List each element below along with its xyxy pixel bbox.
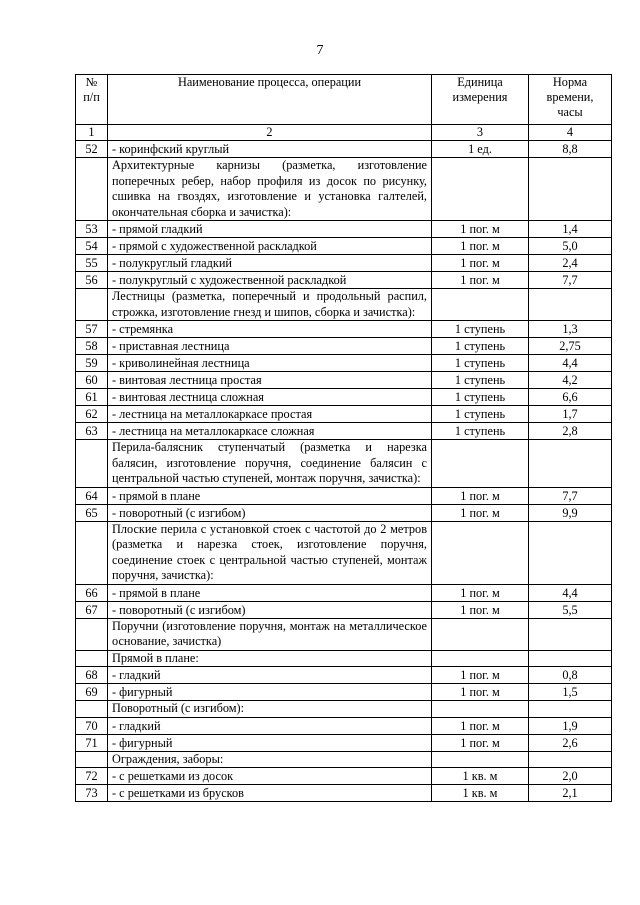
time-norm: 2,8 — [529, 423, 612, 440]
table-row — [76, 321, 612, 338]
operation-name: - криволинейная лестница — [108, 355, 432, 372]
operation-name: - лестница на металлокаркасе простая — [108, 406, 432, 423]
table-row — [76, 372, 612, 389]
time-norm: 4,4 — [529, 584, 612, 601]
table-row — [76, 717, 612, 734]
group-heading-row — [76, 618, 612, 650]
group-heading-row — [76, 701, 612, 718]
table-row — [76, 272, 612, 289]
time-norm: 2,6 — [529, 734, 612, 751]
empty-norm-cell — [529, 521, 612, 584]
row-number: 53 — [76, 221, 108, 238]
unit-of-measure: 1 ступень — [432, 321, 529, 338]
time-norm: 2,1 — [529, 785, 612, 802]
table-row — [76, 584, 612, 601]
time-norm: 4,4 — [529, 355, 612, 372]
column-number: 4 — [529, 125, 612, 141]
unit-of-measure: 1 пог. м — [432, 255, 529, 272]
group-heading-row — [76, 751, 612, 768]
operation-name: - поворотный (с изгибом) — [108, 504, 432, 521]
operation-name: - прямой в плане — [108, 584, 432, 601]
unit-of-measure: 1 ед. — [432, 141, 529, 158]
row-number: 63 — [76, 423, 108, 440]
table-row — [76, 487, 612, 504]
time-norm: 9,9 — [529, 504, 612, 521]
empty-norm-cell — [529, 289, 612, 321]
time-norm: 1,3 — [529, 321, 612, 338]
time-norm: 1,4 — [529, 221, 612, 238]
empty-unit-cell — [432, 521, 529, 584]
empty-number-cell — [76, 751, 108, 768]
time-norm: 8,8 — [529, 141, 612, 158]
unit-of-measure: 1 пог. м — [432, 221, 529, 238]
row-number: 64 — [76, 487, 108, 504]
empty-number-cell — [76, 440, 108, 488]
header-unit-text: Единица измерения — [452, 75, 508, 104]
operation-name: - прямой в плане — [108, 487, 432, 504]
operation-name: - прямой с художественной раскладкой — [108, 238, 432, 255]
table-row — [76, 504, 612, 521]
empty-unit-cell — [432, 440, 529, 488]
header-name-text: Наименование процесса, операции — [177, 75, 362, 89]
time-norm: 1,7 — [529, 406, 612, 423]
empty-number-cell — [76, 289, 108, 321]
time-norm: 6,6 — [529, 389, 612, 406]
empty-unit-cell — [432, 751, 529, 768]
empty-norm-cell — [529, 440, 612, 488]
row-number: 56 — [76, 272, 108, 289]
table-row — [76, 338, 612, 355]
table-row — [76, 423, 612, 440]
operation-name: - стремянка — [108, 321, 432, 338]
header-number — [76, 75, 108, 125]
time-norm: 2,75 — [529, 338, 612, 355]
group-heading: Плоские перила с установкой стоек с частотой до 2 метров (разметка и нарезка стоек, изготовление поручня, соединение стоек с центральной частью ступеней, монтаж поручня, зачистка): — [108, 521, 432, 584]
time-norm: 0,8 — [529, 667, 612, 684]
row-number: 72 — [76, 768, 108, 785]
empty-number-cell — [76, 158, 108, 221]
unit-of-measure: 1 пог. м — [432, 504, 529, 521]
unit-of-measure: 1 кв. м — [432, 768, 529, 785]
page-number: 7 — [316, 43, 324, 58]
time-norms-table — [75, 74, 612, 802]
table-row — [76, 601, 612, 618]
table-row — [76, 389, 612, 406]
time-norm: 7,7 — [529, 272, 612, 289]
unit-of-measure: 1 пог. м — [432, 584, 529, 601]
empty-number-cell — [76, 701, 108, 718]
row-number: 66 — [76, 584, 108, 601]
header-name — [108, 75, 432, 125]
unit-of-measure: 1 пог. м — [432, 601, 529, 618]
empty-number-cell — [76, 521, 108, 584]
row-number: 73 — [76, 785, 108, 802]
empty-unit-cell — [432, 650, 529, 667]
row-number: 54 — [76, 238, 108, 255]
operation-name: - поворотный (с изгибом) — [108, 601, 432, 618]
table-row — [76, 141, 612, 158]
time-norm: 2,4 — [529, 255, 612, 272]
group-heading: Ограждения, заборы: — [108, 751, 432, 768]
unit-of-measure: 1 пог. м — [432, 684, 529, 701]
operation-name: - прямой гладкий — [108, 221, 432, 238]
row-number: 60 — [76, 372, 108, 389]
operation-name: - гладкий — [108, 717, 432, 734]
empty-norm-cell — [529, 618, 612, 650]
unit-of-measure: 1 ступень — [432, 406, 529, 423]
unit-of-measure: 1 пог. м — [432, 667, 529, 684]
operation-name: - полукруглый гладкий — [108, 255, 432, 272]
operation-name: - с решетками из досок — [108, 768, 432, 785]
row-number: 68 — [76, 667, 108, 684]
unit-of-measure: 1 пог. м — [432, 487, 529, 504]
operation-name: - фигурный — [108, 734, 432, 751]
empty-unit-cell — [432, 618, 529, 650]
group-heading-row — [76, 521, 612, 584]
table-row — [76, 734, 612, 751]
group-heading: Поручни (изготовление поручня, монтаж на металлическое основание, зачистка) — [108, 618, 432, 650]
unit-of-measure: 1 ступень — [432, 372, 529, 389]
table-row — [76, 255, 612, 272]
empty-unit-cell — [432, 289, 529, 321]
row-number: 71 — [76, 734, 108, 751]
group-heading: Поворотный (с изгибом): — [108, 701, 432, 718]
empty-norm-cell — [529, 701, 612, 718]
empty-number-cell — [76, 650, 108, 667]
group-heading-row — [76, 650, 612, 667]
unit-of-measure: 1 ступень — [432, 355, 529, 372]
unit-of-measure: 1 пог. м — [432, 272, 529, 289]
row-number: 52 — [76, 141, 108, 158]
row-number: 70 — [76, 717, 108, 734]
empty-number-cell — [76, 618, 108, 650]
operation-name: - винтовая лестница простая — [108, 372, 432, 389]
unit-of-measure: 1 ступень — [432, 423, 529, 440]
row-number: 57 — [76, 321, 108, 338]
header-unit — [432, 75, 529, 125]
header-norm-text: Норма времени, часы — [546, 75, 594, 119]
column-number: 1 — [76, 125, 108, 141]
group-heading: Прямой в плане: — [108, 650, 432, 667]
unit-of-measure: 1 пог. м — [432, 717, 529, 734]
unit-of-measure: 1 ступень — [432, 389, 529, 406]
empty-norm-cell — [529, 751, 612, 768]
operation-name: - полукруглый с художественной раскладкой — [108, 272, 432, 289]
row-number: 61 — [76, 389, 108, 406]
operation-name: - фигурный — [108, 684, 432, 701]
time-norm: 1,9 — [529, 717, 612, 734]
row-number: 55 — [76, 255, 108, 272]
group-heading-row — [76, 440, 612, 488]
header-number-text: № п/п — [83, 75, 100, 104]
table-row — [76, 238, 612, 255]
operation-name: - лестница на металлокаркасе сложная — [108, 423, 432, 440]
row-number: 67 — [76, 601, 108, 618]
table-row — [76, 355, 612, 372]
row-number: 58 — [76, 338, 108, 355]
row-number: 59 — [76, 355, 108, 372]
time-norm: 5,0 — [529, 238, 612, 255]
row-number: 65 — [76, 504, 108, 521]
header-norm — [529, 75, 612, 125]
unit-of-measure: 1 пог. м — [432, 238, 529, 255]
empty-unit-cell — [432, 701, 529, 718]
operation-name: - с решетками из брусков — [108, 785, 432, 802]
column-number: 2 — [108, 125, 432, 141]
operation-name: - приставная лестница — [108, 338, 432, 355]
table-header-row — [76, 75, 612, 125]
table-row — [76, 406, 612, 423]
table-row — [76, 221, 612, 238]
table-row — [76, 684, 612, 701]
time-norm: 4,2 — [529, 372, 612, 389]
operation-name: - винтовая лестница сложная — [108, 389, 432, 406]
row-number: 62 — [76, 406, 108, 423]
unit-of-measure: 1 кв. м — [432, 785, 529, 802]
time-norm: 7,7 — [529, 487, 612, 504]
table-row — [76, 785, 612, 802]
empty-unit-cell — [432, 158, 529, 221]
operation-name: - гладкий — [108, 667, 432, 684]
group-heading: Архитектурные карнизы (разметка, изготовление поперечных ребер, набор профиля из досок по рисунку, сшивка на гвоздях, изготовление и установка галтелей, окончательная сборка и зачистка): — [108, 158, 432, 221]
table-body — [76, 141, 612, 802]
unit-of-measure: 1 пог. м — [432, 734, 529, 751]
time-norm: 1,5 — [529, 684, 612, 701]
table-row — [76, 768, 612, 785]
group-heading: Перила-балясник ступенчатый (разметка и нарезка балясин, изготовление поручня, соединение балясин с центральной частью ступеней, монтаж поручня, зачистка): — [108, 440, 432, 488]
column-numbers-row — [76, 125, 612, 141]
unit-of-measure: 1 ступень — [432, 338, 529, 355]
empty-norm-cell — [529, 650, 612, 667]
time-norm: 2,0 — [529, 768, 612, 785]
empty-norm-cell — [529, 158, 612, 221]
table-row — [76, 667, 612, 684]
group-heading-row — [76, 158, 612, 221]
operation-name: - коринфский круглый — [108, 141, 432, 158]
group-heading: Лестницы (разметка, поперечный и продольный распил, строжка, изготовление гнезд и шипов, сборка и зачистка): — [108, 289, 432, 321]
time-norm: 5,5 — [529, 601, 612, 618]
row-number: 69 — [76, 684, 108, 701]
group-heading-row — [76, 289, 612, 321]
column-number: 3 — [432, 125, 529, 141]
